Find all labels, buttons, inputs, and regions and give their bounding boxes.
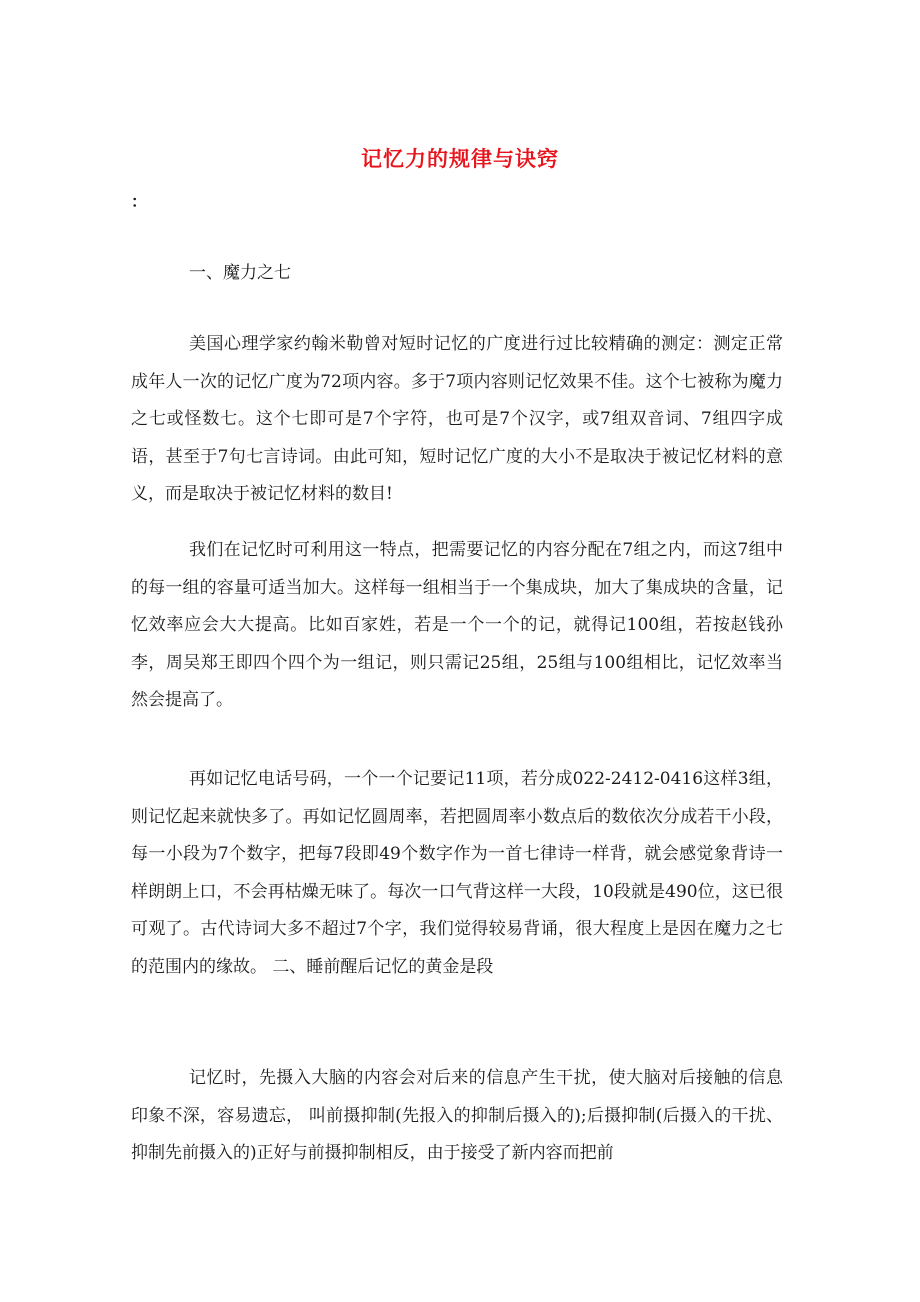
paragraph-1: 美国心理学家约翰米勒曾对短时记忆的广度进行过比较精确的测定：测定正常成年人一次的记忆广度为72项内容。多于7项内容则记忆效果不佳。这个七被称为魔力之七或怪数七。这个七即可是7个字符，也可是7个汉字，或7组双音词、7组四字成语，甚至于7句七言诗词。由此可知，短时记忆广度的大小不是取决于被记忆材料的意义，而是取决于被记忆材料的数目! [131,334,783,504]
paragraph-2: 我们在记忆时可利用这一特点，把需要记忆的内容分配在7组之内，而这7组中的每一组的容量可适当加大。这样每一组相当于一个集成块，加大了集成块的含量，记忆效率应会大大提高。比如百家姓，若是一个一个的记，就得记100组，若按赵钱孙李，周吴郑王即四个四个为一组记，则只需记25组，25组与100组相比，记忆效率当然会提高了。 [131,540,783,710]
paragraph-3: 再如记忆电话号码，一个一个记要记11项，若分成022-2412-0416这样3组，则记忆起来就快多了。再如记忆圆周率，若把圆周率小数点后的数依次分成若干小段，每一小段为7个数字，把每7段即49个数字作为一首七律诗一样背，就会感觉象背诗一样朗朗上口，不会再枯燥无味了。每次一口气背这样一大段，10段就是490位，这已很可观了。古代诗词大多不超过7个字，我们觉得较易背诵，很大程度上是因在魔力之七的范围内的缘故。 二、睡前醒后记忆的黄金是段 [131,769,783,977]
colon-mark: ： [131,192,148,211]
section-heading-1: 一、魔力之七 [189,263,291,283]
paragraph-4: 记忆时，先摄入大脑的内容会对后来的信息产生干扰，使大脑对后接触的信息印象不深，容易遗忘， 叫前摄抑制(先报入的抑制后摄入的);后摄抑制(后摄入的干扰、抑制先前摄入的)正好与前摄抑制相反，由于接受了新内容而把前 [131,1068,783,1163]
document-title: 记忆力的规律与诀窍 [361,146,559,171]
